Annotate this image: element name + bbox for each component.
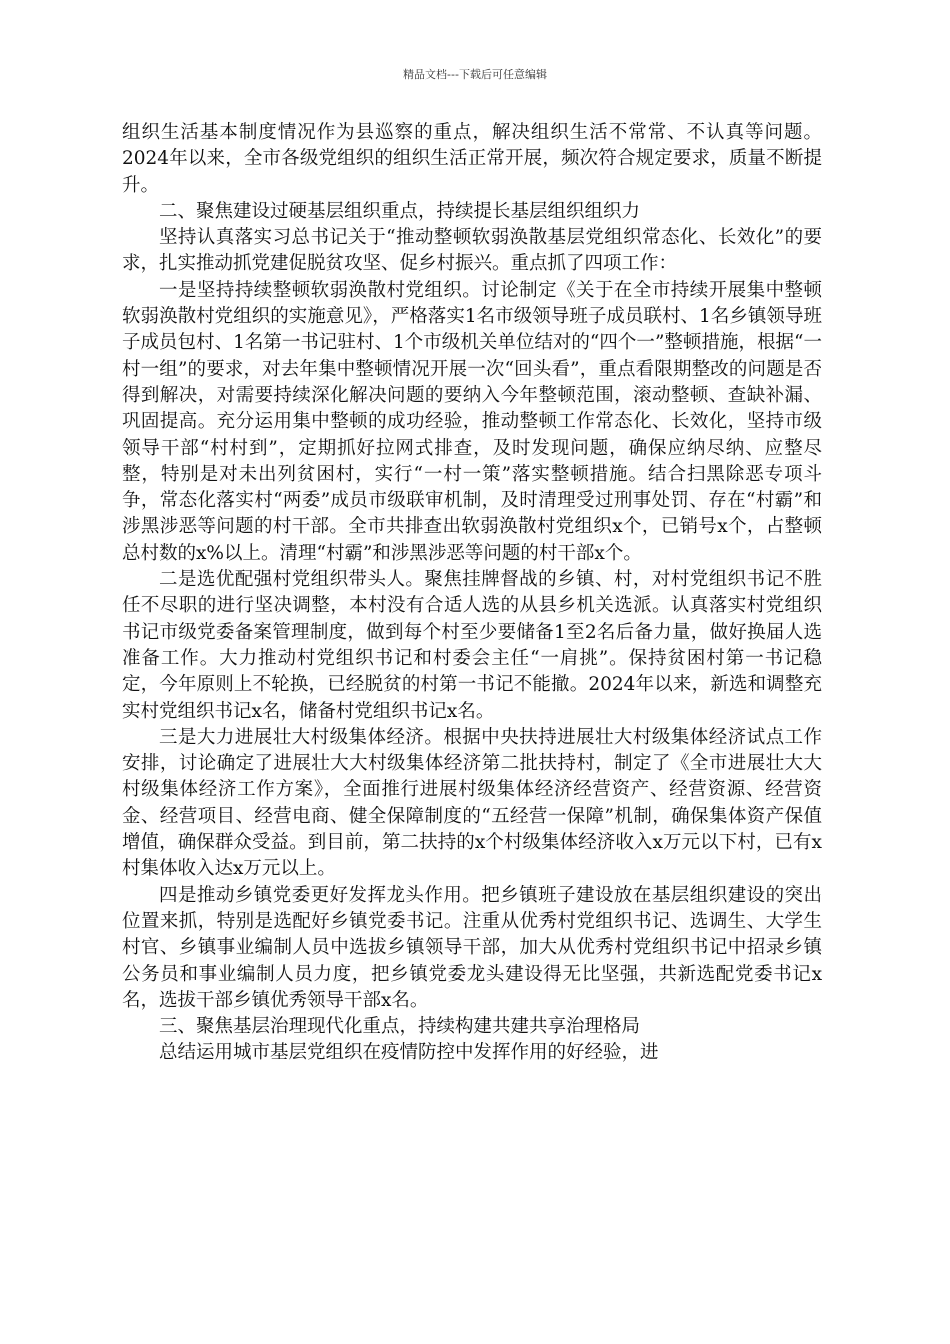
paragraph: 总结运用城市基层党组织在疫情防控中发挥作用的好经验，进 <box>159 1042 659 1064</box>
section-heading: 三、聚焦基层治理现代化重点，持续构建共建共享治理格局 <box>159 1016 641 1038</box>
page-header: 精品文档---下载后可任意编辑 <box>403 68 547 81</box>
paragraph: 一是坚持持续整顿软弱涣散村党组织。讨论制定《关于在全市持续开展集中整顿软弱涣散村党组织的实施意见》，严格落实1名市级领导班子成员联村、1名乡镇领导班子成员包村、1名第一书记驻村、1个市级机关单位结对的“四个一”整顿措施，根据“一村一组”的要求，对去年集中整顿情况开展一次“回头看”，重点看限期整改的问题是否得到解决，对需要持续深化解决问题的要纳入今年整顿范围，滚动整顿、查缺补漏、巩固提高。充分运用集中整顿的成功经验，推动整顿工作常态化、长效化，坚持市级领导干部“村村到”，定期抓好拉网式排查，及时发现问题，确保应纳尽纳、应整尽整，特别是对未出列贫困村，实行“一村一策”落实整顿措施。结合扫黑除恶专项斗争，常态化落实村“两委”成员市级联审机制，及时清理受过刑事处罚、存在“村霸”和涉黑涉恶等问题的村干部。全市共排查出软弱涣散村党组织x个，已销号x个，占整顿总村数的x%以上。清理“村霸”和涉黑涉恶等问题的村干部x个。 <box>122 279 822 564</box>
paragraph: 三是大力进展壮大村级集体经济。根据中央扶持进展壮大村级集体经济试点工作安排，讨论确定了进展壮大大村级集体经济第二批扶持村，制定了《全市进展壮大大村级集体经济工作方案》，全面推行进展村级集体经济经营资产、经营资源、经营资金、经营项目、经营电商、健全保障制度的“五经营一保障”机制，确保集体资产保值增值，确保群众受益。到目前，第二扶持的x个村级集体经济收入x万元以下村，已有x村集体收入达x万元以上。 <box>122 726 822 880</box>
paragraph: 坚持认真落实习总书记关于“推动整顿软弱涣散基层党组织常态化、长效化”的要求，扎实推动抓党建促脱贫攻坚、促乡村振兴。重点抓了四项工作： <box>122 227 822 275</box>
document-body <box>122 120 822 1067</box>
paragraph: 二是选优配强村党组织带头人。聚焦挂牌督战的乡镇、村，对村党组织书记不胜任不尽职的进行坚决调整，本村没有合适人选的从县乡机关选派。认真落实村党组织书记市级党委备案管理制度，做到每个村至少要储备1至2名后备力量，做好换届人选准备工作。大力推动村党组织书记和村委会主任“一肩挑”。保持贫困村第一书记稳定，今年原则上不轮换，已经脱贫的村第一书记不能撤。2024年以来，新选和调整充实村党组织书记x名，储备村党组织书记x名。 <box>122 569 822 722</box>
paragraph: 四是推动乡镇党委更好发挥龙头作用。把乡镇班子建设放在基层组织建设的突出位置来抓，特别是选配好乡镇党委书记。注重从优秀村党组织书记、选调生、大学生村官、乡镇事业编制人员中选拔乡镇领导干部，加大从优秀村党组织书记中招录乡镇公务员和事业编制人员力度，把乡镇党委龙头建设得无比坚强，共新选配党委书记x名，选拔干部乡镇优秀领导干部x名。 <box>122 884 822 1011</box>
section-heading: 二、聚焦建设过硬基层组织重点，持续提长基层组织组织力 <box>159 200 641 222</box>
paragraph: 组织生活基本制度情况作为县巡察的重点，解决组织生活不常常、不认真等问题。2024年以来，全市各级党组织的组织生活正常开展，频次符合规定要求，质量不断提升。 <box>122 122 822 196</box>
